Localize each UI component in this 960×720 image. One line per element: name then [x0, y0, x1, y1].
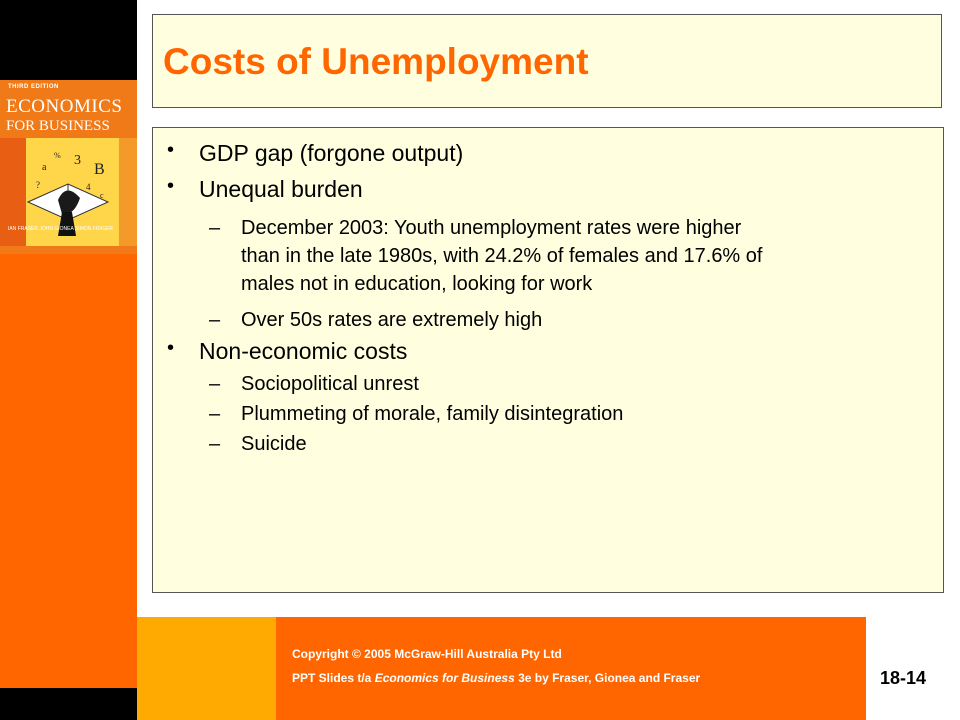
book-cover-image: [0, 80, 137, 254]
bullet-item: [167, 175, 363, 203]
bullet-icon: •: [167, 337, 175, 359]
bullet-text: Non-economic costs: [199, 338, 408, 364]
footer-credit-suffix: 3e by Fraser, Gionea and Fraser: [514, 671, 701, 685]
bullet-icon: •: [167, 139, 175, 161]
dash-icon: –: [209, 309, 221, 331]
sub-bullet-text: Over 50s rates are extremely high: [241, 309, 543, 331]
dash-icon: –: [209, 433, 221, 455]
content-panel: [152, 127, 944, 593]
book-authors: IAN FRASER JOHN GIONEA SIMON FRASER: [8, 226, 114, 232]
left-black-bottom: [0, 688, 137, 720]
bullet-item: [167, 139, 464, 167]
book-art-strip-right: [119, 138, 137, 246]
sub-bullet-item: [209, 214, 763, 298]
dash-icon: –: [209, 373, 221, 395]
bullet-icon: •: [167, 175, 175, 197]
title-panel: [152, 14, 942, 108]
sub-bullet-text: males not in education, looking for work: [241, 273, 593, 295]
svg-text:%: %: [54, 151, 61, 160]
svg-text:4: 4: [86, 182, 91, 192]
sub-bullet-item: [209, 306, 543, 334]
bullet-text: GDP gap (forgone output): [199, 140, 464, 166]
footer-book-title: Economics for Business: [374, 671, 515, 685]
svg-text:?: ?: [36, 180, 40, 190]
slide-title: Costs of Unemployment: [163, 41, 589, 82]
book-edition: THIRD EDITION: [8, 84, 59, 90]
footer-copyright: Copyright © 2005 McGraw-Hill Australia Pty Ltd: [292, 647, 562, 661]
footer-orange-block: [276, 617, 866, 720]
left-black-top: [0, 0, 137, 80]
book-title-line2: FOR BUSINESS: [6, 118, 110, 134]
slide-number: 18-14: [880, 668, 927, 688]
bullet-text: Unequal burden: [199, 176, 363, 202]
dash-icon: –: [209, 217, 221, 239]
svg-text:B: B: [94, 161, 105, 178]
dash-icon: –: [209, 403, 221, 425]
sub-bullet-item: [209, 400, 624, 428]
footer-credit: [292, 671, 700, 685]
sub-bullet-text: December 2003: Youth unemployment rates were higher: [241, 217, 742, 239]
sub-bullet-text: Plummeting of morale, family disintegration: [241, 403, 624, 425]
sub-bullet-item: [209, 430, 307, 458]
sub-bullet-text: Suicide: [241, 433, 307, 455]
book-title-line1: ECONOMICS: [6, 96, 123, 117]
sub-bullet-item: [209, 370, 419, 398]
svg-text:a: a: [42, 162, 47, 173]
svg-text:c: c: [100, 191, 104, 200]
footer-credit-prefix: PPT Slides t/a: [292, 671, 375, 685]
sub-bullet-text: than in the late 1980s, with 24.2% of females and 17.6% of: [241, 245, 763, 267]
svg-text:3: 3: [74, 153, 81, 168]
footer-yellow-block: [137, 617, 276, 720]
bullet-item: [167, 337, 408, 365]
sub-bullet-text: Sociopolitical unrest: [241, 373, 419, 395]
book-illustration: [18, 142, 118, 238]
